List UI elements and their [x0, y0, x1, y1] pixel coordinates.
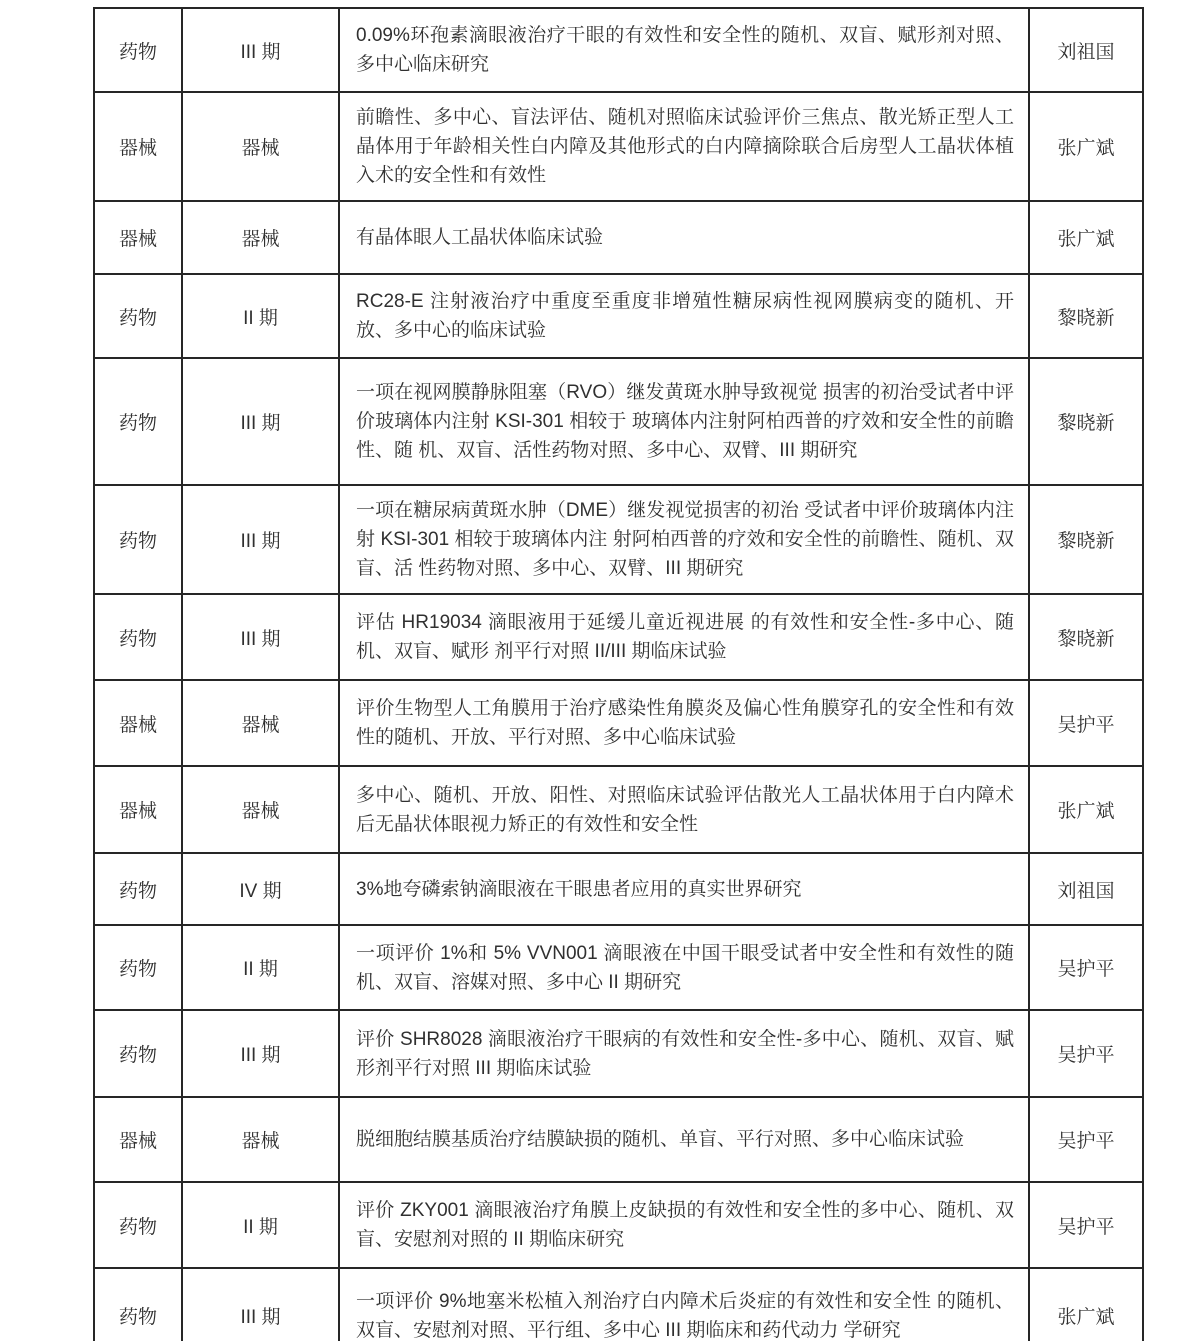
cell-title: 脱细胞结膜基质治疗结膜缺损的随机、单盲、平行对照、多中心临床试验 [339, 1097, 1029, 1182]
table-row [94, 1182, 1143, 1268]
cell-category: 器械 [94, 201, 182, 274]
cell-category: 器械 [94, 92, 182, 201]
cell-phase: 器械 [182, 1097, 339, 1182]
table-row [94, 766, 1143, 853]
cell-category: 药物 [94, 485, 182, 594]
cell-category: 药物 [94, 1182, 182, 1268]
cell-pi: 吴护平 [1029, 1097, 1143, 1182]
table-row [94, 853, 1143, 925]
table-row [94, 201, 1143, 274]
cell-phase: II 期 [182, 925, 339, 1010]
table-body [94, 8, 1143, 1341]
table-row [94, 680, 1143, 766]
cell-pi: 刘祖国 [1029, 853, 1143, 925]
cell-phase: II 期 [182, 1182, 339, 1268]
cell-category: 药物 [94, 594, 182, 680]
cell-title: 有晶体眼人工晶状体临床试验 [339, 201, 1029, 274]
cell-phase: III 期 [182, 1268, 339, 1341]
cell-pi: 黎晓新 [1029, 485, 1143, 594]
cell-phase: 器械 [182, 766, 339, 853]
cell-title: RC28-E 注射液治疗中重度至重度非增殖性糖尿病性视网膜病变的随机、开放、多中心的临床试验 [339, 274, 1029, 358]
cell-title: 多中心、随机、开放、阳性、对照临床试验评估散光人工晶状体用于白内障术后无晶状体眼视力矫正的有效性和安全性 [339, 766, 1029, 853]
cell-phase: 器械 [182, 92, 339, 201]
cell-phase: III 期 [182, 594, 339, 680]
cell-phase: III 期 [182, 358, 339, 485]
cell-phase: 器械 [182, 201, 339, 274]
cell-pi: 张广斌 [1029, 201, 1143, 274]
cell-phase: 器械 [182, 680, 339, 766]
cell-pi: 刘祖国 [1029, 8, 1143, 92]
cell-category: 药物 [94, 925, 182, 1010]
cell-category: 药物 [94, 8, 182, 92]
table-row [94, 1010, 1143, 1097]
cell-title: 评价 SHR8028 滴眼液治疗干眼病的有效性和安全性-多中心、随机、双盲、赋形剂平行对照 III 期临床试验 [339, 1010, 1029, 1097]
table-row [94, 1097, 1143, 1182]
cell-title: 评价生物型人工角膜用于治疗感染性角膜炎及偏心性角膜穿孔的安全性和有效性的随机、开放、平行对照、多中心临床试验 [339, 680, 1029, 766]
table-row [94, 8, 1143, 92]
cell-pi: 张广斌 [1029, 766, 1143, 853]
cell-pi: 黎晓新 [1029, 594, 1143, 680]
cell-title: 一项在视网膜静脉阻塞（RVO）继发黄斑水肿导致视觉 损害的初治受试者中评价玻璃体内注射 KSI-301 相较于 玻璃体内注射阿柏西普的疗效和安全性的前瞻性、随 机、双盲、活性药物对照、多中心、双臂、III 期研究 [339, 358, 1029, 485]
cell-category: 药物 [94, 1268, 182, 1341]
cell-phase: II 期 [182, 274, 339, 358]
cell-pi: 张广斌 [1029, 1268, 1143, 1341]
cell-title: 一项评价 9%地塞米松植入剂治疗白内障术后炎症的有效性和安全性 的随机、双盲、安慰剂对照、平行组、多中心 III 期临床和药代动力 学研究 [339, 1268, 1029, 1341]
cell-pi: 张广斌 [1029, 92, 1143, 201]
table-row [94, 925, 1143, 1010]
cell-pi: 吴护平 [1029, 1010, 1143, 1097]
cell-category: 药物 [94, 1010, 182, 1097]
cell-category: 药物 [94, 358, 182, 485]
cell-category: 器械 [94, 766, 182, 853]
cell-pi: 黎晓新 [1029, 358, 1143, 485]
cell-category: 药物 [94, 853, 182, 925]
cell-phase: III 期 [182, 1010, 339, 1097]
table-row [94, 1268, 1143, 1341]
cell-title: 前瞻性、多中心、盲法评估、随机对照临床试验评价三焦点、散光矫正型人工晶体用于年龄相关性白内障及其他形式的白内障摘除联合后房型人工晶状体植入术的安全性和有效性 [339, 92, 1029, 201]
table-row [94, 358, 1143, 485]
cell-title: 评估 HR19034 滴眼液用于延缓儿童近视进展 的有效性和安全性-多中心、随机、双盲、赋形 剂平行对照 II/III 期临床试验 [339, 594, 1029, 680]
clinical-trials-table [93, 7, 1144, 1341]
cell-title: 3%地夸磷索钠滴眼液在干眼患者应用的真实世界研究 [339, 853, 1029, 925]
cell-phase: III 期 [182, 8, 339, 92]
cell-pi: 吴护平 [1029, 925, 1143, 1010]
table-row [94, 594, 1143, 680]
cell-title: 评价 ZKY001 滴眼液治疗角膜上皮缺损的有效性和安全性的多中心、随机、双盲、安慰剂对照的 II 期临床研究 [339, 1182, 1029, 1268]
cell-category: 器械 [94, 680, 182, 766]
cell-category: 药物 [94, 274, 182, 358]
cell-title: 一项评价 1%和 5% VVN001 滴眼液在中国干眼受试者中安全性和有效性的随机、双盲、溶媒对照、多中心 II 期研究 [339, 925, 1029, 1010]
table-row [94, 274, 1143, 358]
cell-pi: 吴护平 [1029, 1182, 1143, 1268]
cell-phase: IV 期 [182, 853, 339, 925]
cell-title: 一项在糖尿病黄斑水肿（DME）继发视觉损害的初治 受试者中评价玻璃体内注射 KSI-301 相较于玻璃体内注 射阿柏西普的疗效和安全性的前瞻性、随机、双盲、活 性药物对照、多中心、双臂、III 期研究 [339, 485, 1029, 594]
cell-title: 0.09%环孢素滴眼液治疗干眼的有效性和安全性的随机、双盲、赋形剂对照、多中心临床研究 [339, 8, 1029, 92]
cell-phase: III 期 [182, 485, 339, 594]
table-row [94, 92, 1143, 201]
table-row [94, 485, 1143, 594]
cell-pi: 黎晓新 [1029, 274, 1143, 358]
cell-pi: 吴护平 [1029, 680, 1143, 766]
cell-category: 器械 [94, 1097, 182, 1182]
